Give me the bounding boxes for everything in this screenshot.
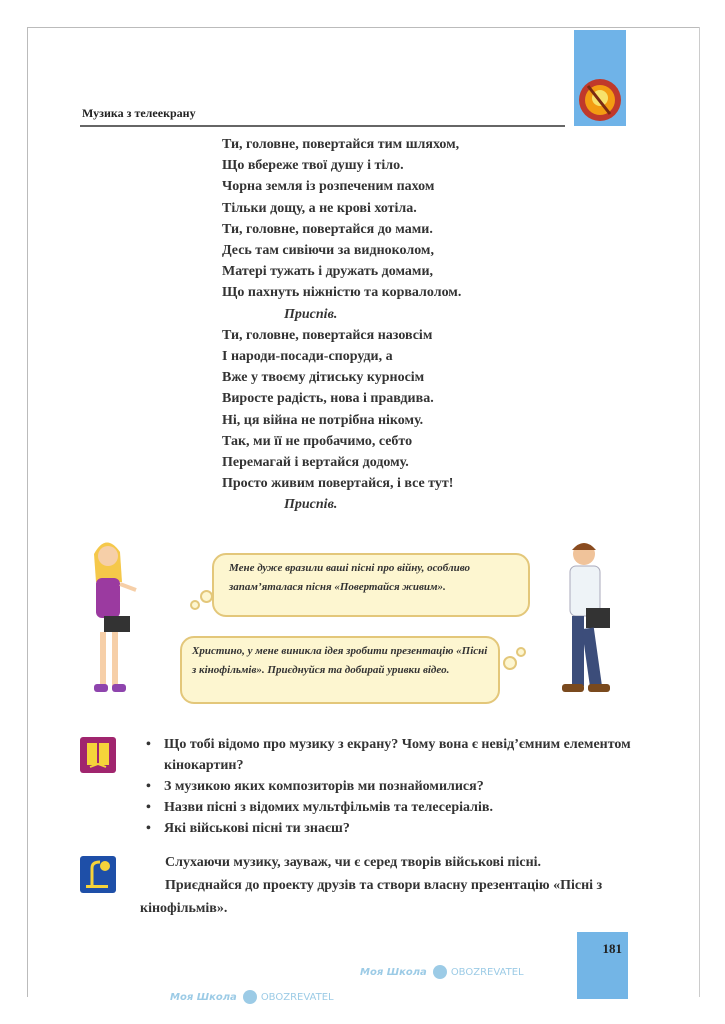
watermark <box>170 990 334 1004</box>
watermark-logo-icon <box>243 990 257 1004</box>
chorus-label: Приспів. <box>284 497 338 513</box>
poem <box>222 134 461 516</box>
watermark-brand: OBOZREVATEL <box>450 967 524 978</box>
poem-line: Ти, головне, повертайся тим шляхом, <box>222 137 460 152</box>
question-item: • Які військові пісні ти знаєш? <box>140 818 640 839</box>
watermark-brand: OBOZREVATEL <box>260 992 334 1003</box>
question-list <box>140 734 640 839</box>
header-divider <box>80 125 565 127</box>
bubble-tail-dot <box>516 647 526 657</box>
speech-bubble-boy: Христино, у мене виникла ідея зробити презентацію «Пісні з кінофільмів». Приєднуйся та добирай уривки відео. <box>180 636 500 704</box>
page-border-left <box>27 27 28 997</box>
book-icon <box>80 737 116 773</box>
poem-line: Матері тужать і дружать домами, <box>222 264 434 280</box>
questions-and-tasks <box>140 734 640 920</box>
poem-line: Ти, головне, повертайся до мами. <box>222 221 433 237</box>
poem-line: І народи-посади-споруди, а <box>222 349 393 365</box>
page-border-right <box>699 27 700 997</box>
poem-line: Чорна земля із розпеченим пахом <box>222 179 435 195</box>
poem-line: Що вбереже твої душу і тіло. <box>222 158 404 174</box>
poem-line: Вже у твоєму дітиську курносім <box>222 370 425 386</box>
watermark-school: Моя Школа <box>170 992 237 1003</box>
girl-illustration <box>84 534 144 707</box>
question-item: • Назви пісні з відомих мультфільмів та телесеріалів. <box>140 797 640 818</box>
task-text <box>140 851 630 920</box>
music-section-icon <box>574 30 626 126</box>
speech-bubble-girl: Мене дуже вразили ваші пісні про війну, особливо запам’яталася пісня «Повертайся живим». <box>212 553 530 617</box>
bubble-tail-dot <box>200 590 213 603</box>
section-title: Музика з телеекрану <box>82 106 196 120</box>
bubble-tail-dot <box>503 656 517 670</box>
poem-line: Виросте радість, нова і правдива. <box>222 391 434 407</box>
poem-line: Десь там сивіючи за видноколом, <box>222 243 434 259</box>
poem-line: Просто живим повертайся, і все тут! <box>222 476 454 492</box>
task-paragraph: Приєднайся до проекту друзів та створи власну презентацію «Пісні з кінофільмів». <box>140 878 603 916</box>
watermark <box>360 965 524 979</box>
poem-line: Ти, головне, повертайся назовсім <box>222 327 433 343</box>
page-number: 181 <box>602 941 622 956</box>
chorus-label: Приспів. <box>284 306 338 322</box>
page-border-top <box>28 27 700 28</box>
poem-line: Ні, ця війна не потрібна нікому. <box>222 412 424 428</box>
poem-line: Тільки дощу, а не крові хотіла. <box>222 200 417 216</box>
lamp-icon <box>80 856 116 893</box>
watermark-logo-icon <box>433 965 447 979</box>
poem-line: Перемагай і вертайся додому. <box>222 455 409 471</box>
question-item: • З музикою яких композиторів ми познайомилися? <box>140 776 640 797</box>
poem-line: Що пахнуть ніжністю та корвалолом. <box>222 285 462 301</box>
question-item: • Що тобі відомо про музику з екрану? Чому вона є невід’ємним елементом кінокартин? <box>140 734 640 776</box>
watermark-school: Моя Школа <box>360 967 427 978</box>
poem-line: Так, ми її не пробачимо, себто <box>222 433 413 449</box>
boy-illustration <box>548 538 618 708</box>
task-paragraph: Слухаючи музику, зауваж, чи є серед творів військові пісні. <box>165 855 542 870</box>
bubble-tail-dot <box>190 600 200 610</box>
